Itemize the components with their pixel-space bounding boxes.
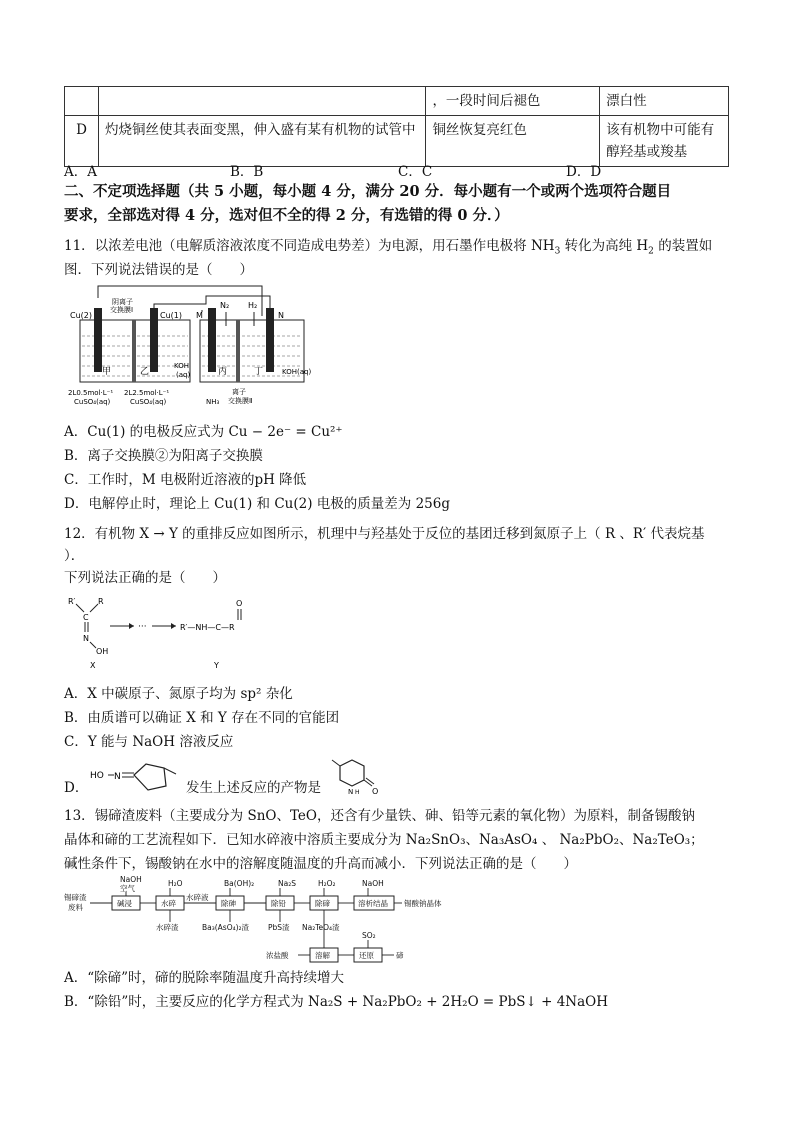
rearrangement-diagram <box>62 590 292 672</box>
label-sol1: 2L0.5mol·L⁻¹ <box>68 389 114 397</box>
q13-option-b[interactable]: B．“除铅”时，主要反应的化学方程式为 Na₂S + Na₂PbO₂ + 2H₂O = PbS↓ + 4NaOH <box>64 994 609 1010</box>
option-a[interactable]: A．A <box>64 164 97 180</box>
q12-stem-question: 下列说法正确的是（ ） <box>64 570 226 586</box>
table-cell: 该有机物中可能有醇羟基或羧基 <box>600 116 729 167</box>
q11-option-a[interactable]: A．Cu(1) 的电极反应式为 Cu − 2e⁻ = Cu²⁺ <box>64 424 343 440</box>
flow-reag6: NaOH <box>362 879 384 888</box>
flow-s2: 水碎 <box>161 899 176 908</box>
label-oh: OH <box>96 647 109 656</box>
piperidinone-ring <box>340 760 364 786</box>
membrane-1 <box>132 320 136 382</box>
flow-out4: Na₂TeO₄渣 <box>302 923 340 932</box>
label-r-prime: R′ <box>68 597 76 606</box>
electrode-n <box>266 308 274 372</box>
q11-stem-a: 11．以浓差电池（电解质溶液浓度不同造成电势差）为电源，用石墨作电极将 NH <box>64 238 555 254</box>
label-r: R <box>98 597 104 606</box>
label-ding: 丁 <box>254 367 264 377</box>
table-cell: 铜丝恢复亮红色 <box>426 116 600 167</box>
q11-option-d[interactable]: D．电解停止时，理论上 Cu(1) 和 Cu(2) 电极的质量差为 256g <box>64 496 450 512</box>
q12-stem-cont: ）． <box>64 548 85 564</box>
flow-reag7: 浓盐酸 <box>266 951 289 960</box>
option-c[interactable]: C．C <box>398 164 433 180</box>
label-yi: 乙 <box>140 367 150 377</box>
table-cell <box>98 87 425 116</box>
table-cell: D <box>65 116 99 167</box>
label-koh-left2: (aq) <box>176 371 191 379</box>
section-heading: 二、不定项选择题（共 5 小题，每小题 4 分，满分 20 分．每小题有一个或两个选项符合题目 <box>64 183 672 200</box>
oxime-structure <box>88 758 192 800</box>
svg-text:···: ··· <box>138 622 147 632</box>
electrode-cu2 <box>94 308 102 372</box>
electrode-m <box>208 308 216 372</box>
label-y: Y <box>214 661 219 670</box>
q12-option-b[interactable]: B．由质谱可以确证 X 和 Y 存在不同的官能团 <box>64 710 340 726</box>
q12-option-c[interactable]: C．Y 能与 NaOH 溶液反应 <box>64 734 234 750</box>
label-membrane1: 阴离子 <box>112 298 133 306</box>
flow-reag5: H₂O₂ <box>318 879 336 888</box>
flow-s8: 还原 <box>359 951 374 960</box>
label-product: R′—NH—C—R <box>180 623 235 632</box>
q13-option-a[interactable]: A．“除碲”时，碲的脱除率随温度升高持续增大 <box>64 970 345 986</box>
flow-prod: 锡酸钠晶体 <box>404 899 442 908</box>
option-d[interactable]: D．D <box>566 164 602 180</box>
label-membrane2: 离子 <box>232 388 246 396</box>
electrode-cu1 <box>150 308 158 372</box>
table-cell: ，一段时间后褪色 <box>426 87 600 116</box>
flow-reag8: SO₂ <box>362 931 376 940</box>
q12-option-d-label[interactable]: D． <box>64 780 89 796</box>
label-koh-left: KOH <box>174 362 189 370</box>
flow-liq: 水碎液 <box>186 893 209 902</box>
label-o: O <box>236 599 243 608</box>
lactam-structure <box>330 754 380 798</box>
table-cell: 灼烧铜丝使其表面变黑，伸入盛有某有机物的试管中 <box>98 116 425 167</box>
flow-s7: 溶解 <box>315 951 330 960</box>
q12-option-a[interactable]: A．X 中碳原子、氮原子均为 sp² 杂化 <box>64 686 293 702</box>
label-n2: N₂ <box>220 301 230 310</box>
flow-reag4: Na₂S <box>278 879 296 888</box>
table-cell: 漂白性 <box>600 87 729 116</box>
flow-out2: Ba₃(AsO₄)₂渣 <box>202 923 250 932</box>
membrane-2 <box>236 320 240 382</box>
label-h2: H₂ <box>248 301 258 310</box>
question-table <box>64 86 729 167</box>
q10-options <box>64 160 664 180</box>
label-lactam-n: N <box>348 788 354 796</box>
q11-stem-c: 的装置如 <box>658 238 713 254</box>
label-jia: 甲 <box>102 367 112 377</box>
label-bing: 丙 <box>218 367 228 377</box>
q13-stem-line3: 碱性条件下，锡酸钠在水中的溶解度随温度的升高而减小．下列说法正确的是（ ） <box>64 856 577 872</box>
label-koh-right: KOH(aq) <box>282 368 312 376</box>
label-sol2b: CuSO₄(aq) <box>130 398 167 406</box>
label-lactam-o: O <box>372 787 379 796</box>
flow-out1: 水碎渣 <box>156 923 179 932</box>
table-row <box>65 87 729 116</box>
label-ho: HO <box>90 771 104 781</box>
q13-stem-line2: 晶体和碲的工艺流程如下．已知水碎液中溶质主要成分为 Na₂SnO₃、Na₃AsO₄ 、 Na₂PbO₂、Na₂TeO₃； <box>64 832 704 848</box>
label-sol2: 2L2.5mol·L⁻¹ <box>124 389 170 397</box>
q11-option-c[interactable]: C．工作时，M 电极附近溶液的pH 降低 <box>64 472 307 488</box>
flow-s3: 除砷 <box>221 899 236 908</box>
flow-reag2: H₂O <box>168 879 183 888</box>
label-n: N <box>278 311 284 320</box>
label-nh3: NH₃ <box>206 398 220 406</box>
label-membrane2b: 交换膜Ⅱ <box>228 397 253 405</box>
label-x: X <box>90 661 96 670</box>
flow-prod2: 碲 <box>396 951 404 960</box>
section-heading-cont: 要求，全部选对得 4 分，选对但不全的得 2 分，有选错的得 0 分．） <box>64 207 509 224</box>
q11-stem-line2: 图．下列说法错误的是（ ） <box>64 262 253 278</box>
label-sol1b: CuSO₄(aq) <box>74 398 111 406</box>
option-b[interactable]: B．B <box>230 164 264 180</box>
cyclopentane-ring <box>134 764 166 790</box>
q11-option-b[interactable]: B．离子交换膜②为阳离子交换膜 <box>64 448 263 464</box>
label-cu1: Cu(1) <box>160 311 182 320</box>
label-m: M <box>196 311 203 320</box>
label-c: C <box>83 613 89 622</box>
flow-out3: PbS渣 <box>268 923 290 932</box>
flow-feed: 锡碲渣 <box>64 893 87 902</box>
flow-s4: 除铅 <box>271 899 286 908</box>
q11-stem-b: 转化为高纯 H <box>564 238 649 254</box>
table-row <box>65 116 729 167</box>
q12-option-d-text: 发生上述反应的产物是 <box>186 780 321 796</box>
flow-s1: 碱浸 <box>117 899 132 908</box>
label-lactam-h: H <box>355 789 360 796</box>
label-oxime-n: N <box>114 772 121 782</box>
flow-reag1b: 空气 <box>120 884 135 893</box>
flow-reag1: NaOH <box>120 875 142 884</box>
label-cu2: Cu(2) <box>70 311 92 320</box>
q13-stem-line1: 13．锡碲渣废料（主要成分为 SnO、TeO，还含有少量铁、砷、铅等元素的氧化物）为原料，制备锡酸钠 <box>64 808 695 824</box>
table-cell <box>65 87 99 116</box>
flow-feed2: 废料 <box>68 903 83 912</box>
flow-s6: 溶析结晶 <box>358 899 388 908</box>
q12-stem: 12．有机物 X → Y 的重排反应如图所示，机理中与羟基处于反位的基团迁移到氮原子上（ R 、R′ 代表烷基 <box>64 526 705 542</box>
process-flow-diagram <box>62 874 482 966</box>
electrochemical-cell-diagram <box>66 282 312 412</box>
label-n: N <box>83 634 89 643</box>
flow-s5: 除碲 <box>315 899 330 908</box>
label-membrane1b: 交换膜Ⅰ <box>110 306 134 314</box>
flow-reag3: Ba(OH)₂ <box>224 879 255 888</box>
q11-stem: 11．以浓差电池（电解质溶液浓度不同造成电势差）为电源，用石墨作电极将 $NH_3$ 转化为高纯 $H_2$ 的装置如 <box>64 238 713 257</box>
